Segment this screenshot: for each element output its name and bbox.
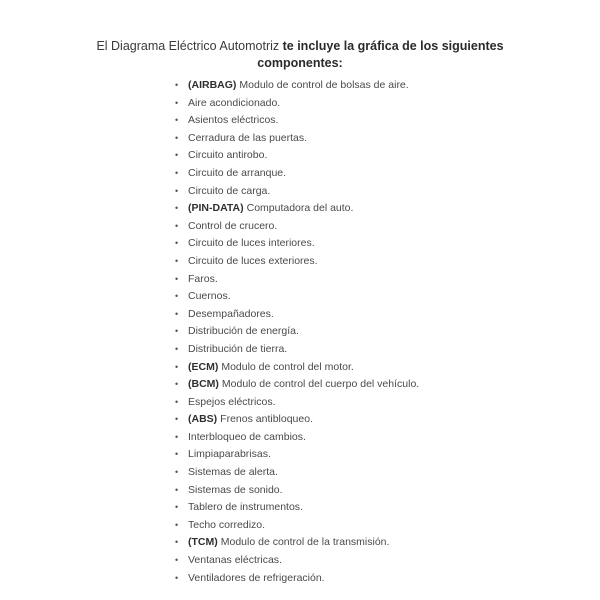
list-item — [160, 323, 419, 341]
list-item-abbreviation: (TCM) — [188, 536, 218, 549]
list-item — [160, 218, 419, 236]
list-item — [160, 341, 419, 359]
list-item — [160, 534, 419, 552]
bullet-icon: • — [175, 185, 179, 196]
list-item-text: Cuernos. — [188, 290, 231, 303]
list-item — [160, 411, 419, 429]
list-item — [160, 429, 419, 447]
list-item-text: Asientos eléctricos. — [188, 114, 279, 127]
list-item — [160, 77, 419, 95]
list-item-text: Limpiaparabrisas. — [188, 448, 271, 461]
list-item-text: Modulo de control de bolsas de aire. — [239, 79, 409, 91]
bullet-icon: • — [175, 326, 179, 337]
list-item — [160, 235, 419, 253]
list-item-text: Tablero de instrumentos. — [188, 501, 303, 514]
list-item — [160, 570, 419, 588]
list-item-text: Circuito de carga. — [188, 184, 271, 197]
bullet-icon: • — [175, 308, 179, 319]
list-item — [160, 147, 419, 165]
list-item — [160, 394, 419, 412]
list-item — [160, 95, 419, 113]
bullet-icon: • — [175, 484, 179, 495]
list-item-text: Sistemas de sonido. — [188, 483, 283, 496]
bullet-icon: • — [175, 379, 179, 390]
bullet-icon: • — [175, 115, 179, 126]
bullet-icon: • — [175, 220, 179, 231]
bullet-icon: • — [175, 467, 179, 478]
list-item-text: Distribución de tierra. — [188, 342, 288, 355]
list-item — [160, 183, 419, 201]
list-item — [160, 130, 419, 148]
bullet-icon: • — [175, 414, 179, 425]
bullet-icon: • — [175, 396, 179, 407]
list-item-text: Circuito de luces interiores. — [188, 237, 315, 250]
bullet-icon: • — [175, 132, 179, 143]
list-item-text: Desempañadores. — [188, 307, 274, 320]
bullet-icon: • — [175, 343, 179, 354]
list-item — [160, 464, 419, 482]
list-item — [160, 112, 419, 130]
bullet-icon: • — [175, 555, 179, 566]
list-item — [160, 499, 419, 517]
component-list — [160, 77, 419, 587]
list-item-text: Ventanas eléctricas. — [188, 554, 282, 567]
list-item-text: Circuito antirobo. — [188, 149, 268, 162]
bullet-icon: • — [175, 502, 179, 513]
list-item — [160, 165, 419, 183]
list-item — [160, 482, 419, 500]
bullet-icon: • — [175, 449, 179, 460]
list-item-text: Control de crucero. — [188, 219, 278, 232]
bullet-icon: • — [175, 361, 179, 372]
bullet-icon: • — [175, 97, 179, 108]
list-item-text: Modulo de control del cuerpo del vehículo. — [221, 378, 420, 391]
list-item — [160, 446, 419, 464]
list-item-text: Circuito de luces exteriores. — [188, 254, 318, 267]
bullet-icon: • — [175, 80, 179, 90]
bullet-icon: • — [175, 238, 179, 249]
list-item-text: Cerradura de las puertas. — [188, 131, 308, 144]
list-item-text: Aire acondicionado. — [188, 96, 281, 109]
list-item — [160, 306, 419, 324]
bullet-icon: • — [175, 273, 179, 284]
bullet-icon: • — [175, 291, 179, 302]
list-item-abbreviation: (ECM) — [188, 360, 219, 373]
intro-plain-text: El Diagrama Eléctrico Automotriz — [96, 39, 283, 53]
list-item — [160, 200, 419, 218]
bullet-icon: • — [175, 150, 179, 161]
list-item-text: Circuito de arranque. — [188, 166, 287, 179]
list-item-text: Distribución de energía. — [188, 325, 299, 338]
list-item-text: Ventiladores de refrigeración. — [188, 571, 325, 584]
list-item-abbreviation: (PIN-DATA) — [188, 202, 244, 215]
bullet-icon: • — [175, 203, 179, 214]
list-item-text: Espejos eléctricos. — [188, 395, 276, 408]
list-item-abbreviation: (AIRBAG) — [188, 79, 237, 91]
bullet-icon: • — [175, 255, 179, 266]
list-item-abbreviation: (BCM) — [188, 378, 219, 391]
bullet-icon: • — [175, 537, 179, 548]
list-item-text: Modulo de control de la transmisión. — [220, 536, 390, 549]
bullet-icon: • — [175, 519, 179, 530]
list-item-text: Frenos antibloqueo. — [220, 413, 313, 426]
bullet-icon: • — [175, 167, 179, 178]
bullet-icon: • — [175, 572, 179, 583]
list-item — [160, 271, 419, 289]
intro-bold-text: te incluye la gráfica de los siguientes componentes: — [257, 39, 504, 70]
list-item-abbreviation: (ABS) — [188, 413, 218, 426]
list-item — [160, 288, 419, 306]
bullet-icon: • — [175, 431, 179, 442]
intro-paragraph — [60, 38, 540, 72]
list-item-text: Techo corredizo. — [188, 518, 266, 531]
list-item — [160, 359, 419, 377]
list-item-text: Faros. — [188, 272, 218, 285]
list-item — [160, 376, 419, 394]
list-item-text: Modulo de control del motor. — [221, 360, 354, 373]
list-item — [160, 253, 419, 271]
list-item-text: Sistemas de alerta. — [188, 466, 278, 479]
list-item-text: Interbloqueo de cambios. — [188, 430, 306, 443]
list-item — [160, 517, 419, 535]
list-item — [160, 552, 419, 570]
list-item-text: Computadora del auto. — [246, 202, 354, 215]
